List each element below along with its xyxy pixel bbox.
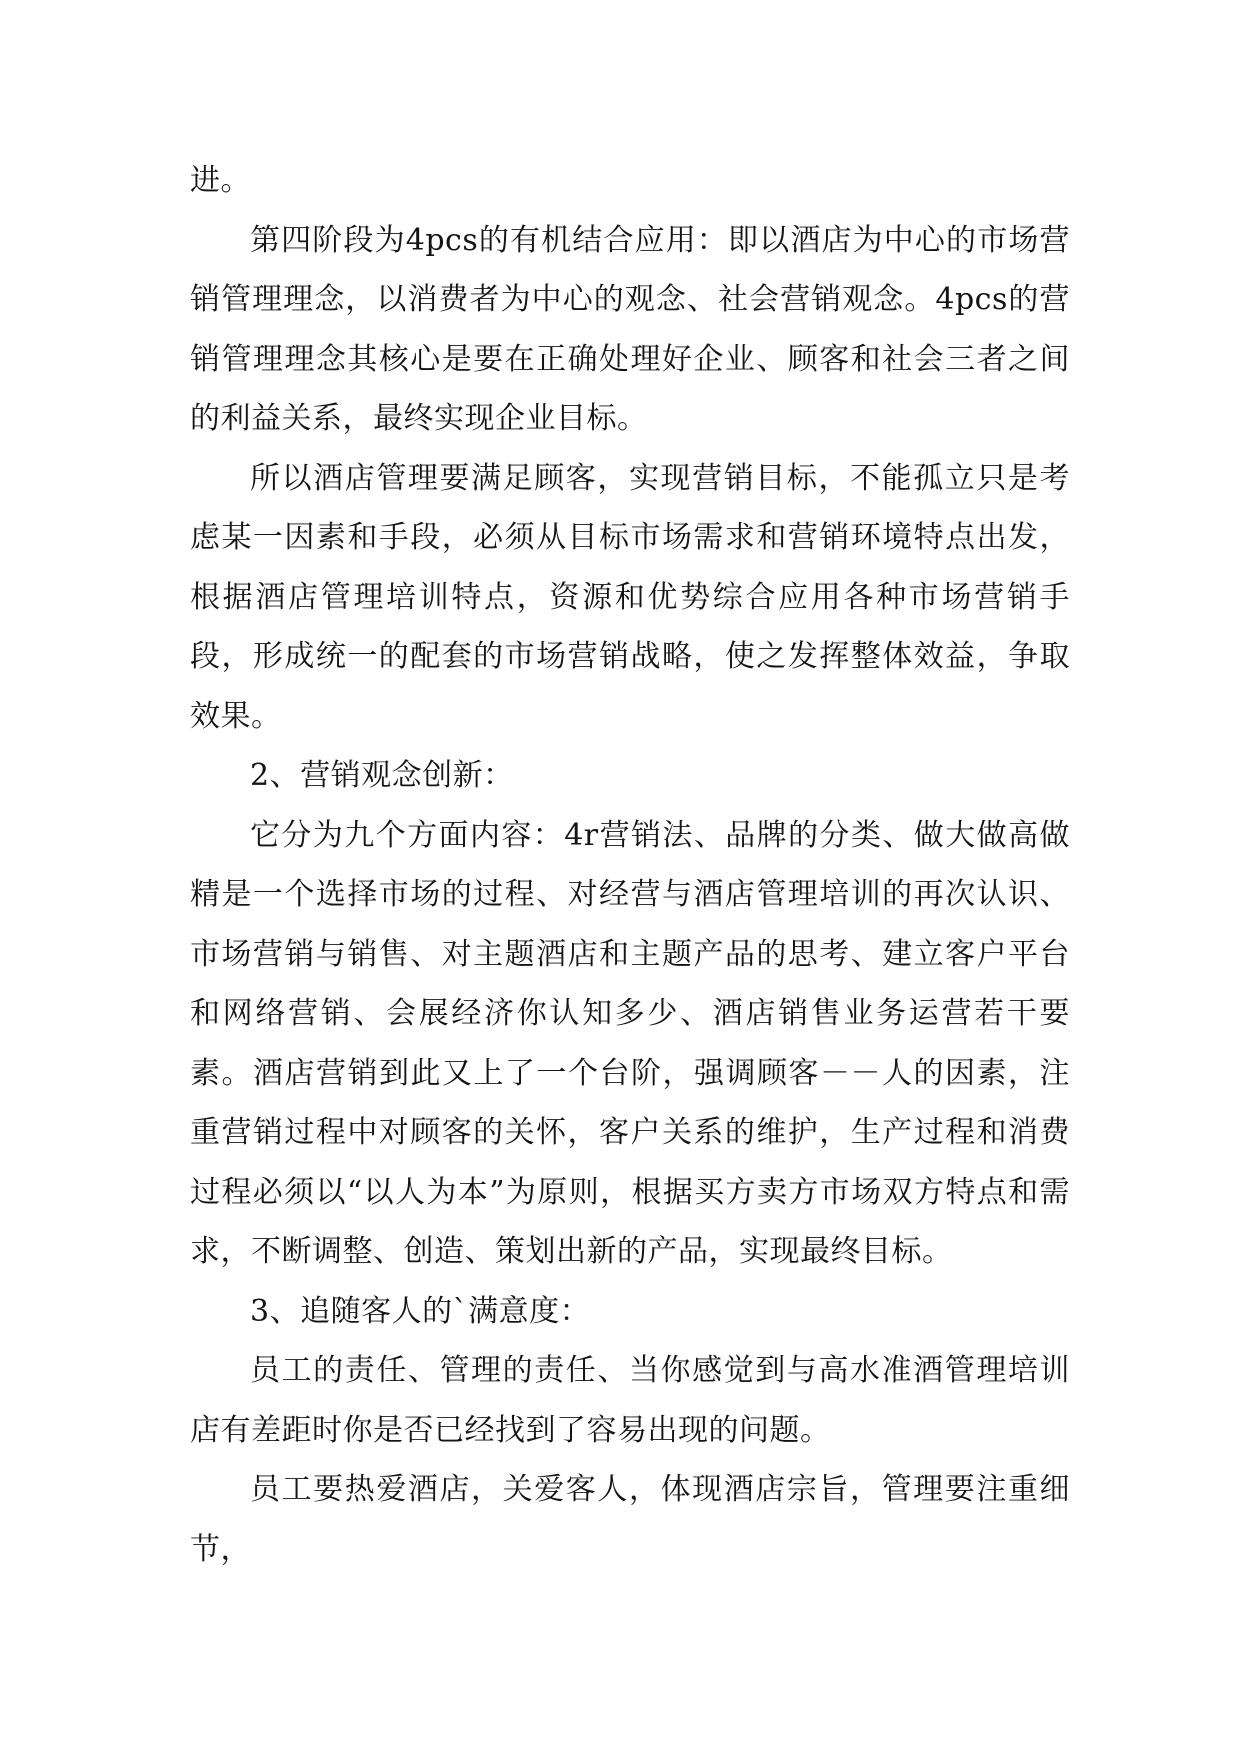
paragraph-nine-aspects: 它分为九个方面内容：4r营销法、品牌的分类、做大做高做精是一个选择市场的过程、对经营与酒店管理培训的再次认识、市场营销与销售、对主题酒店和主题产品的思考、建立客户平台和网络营销、会展经济你认知多少、酒店销售业务运营若干要素。酒店营销到此又上了一个台阶，强调顾客－－人的因素，注重营销过程中对顾客的关怀，客户关系的维护，生产过程和消费过程必须以“以人为本”为原则，根据买方卖方市场双方特点和需求，不断调整、创造、策划出新的产品，实现最终目标。 xyxy=(190,817,1070,1269)
document-body xyxy=(190,151,1070,1579)
paragraph-continuation: 进。 xyxy=(190,163,251,198)
paragraph-hotel-management: 所以酒店管理要满足顾客，实现营销目标，不能孤立只是考虑某一因素和手段，必须从目标市场需求和营销环境特点出发，根据酒店管理培训特点，资源和优势综合应用各种市场营销手段，形成统一的配套的市场营销战略，使之发挥整体效益，争取效果。 xyxy=(190,460,1070,734)
paragraph-stage-four: 第四阶段为4pcs的有机结合应用：即以酒店为中心的市场营销管理理念，以消费者为中心的观念、社会营销观念。4pcs的营销管理理念其核心是要在正确处理好企业、顾客和社会三者之间的利益关系，最终实现企业目标。 xyxy=(190,222,1070,436)
section-heading-marketing-innovation: 2、营销观念创新： xyxy=(250,758,514,793)
paragraph-employees: 员工要热爱酒店，关爱客人，体现酒店宗旨，管理要注重细节， xyxy=(190,1472,1070,1567)
section-heading-satisfaction: 3、追随客人的`满意度： xyxy=(250,1293,591,1329)
paragraph-responsibility: 员工的责任、管理的责任、当你感觉到与高水准酒管理培训店有差距时你是否已经找到了容易出现的问题。 xyxy=(190,1353,1070,1448)
